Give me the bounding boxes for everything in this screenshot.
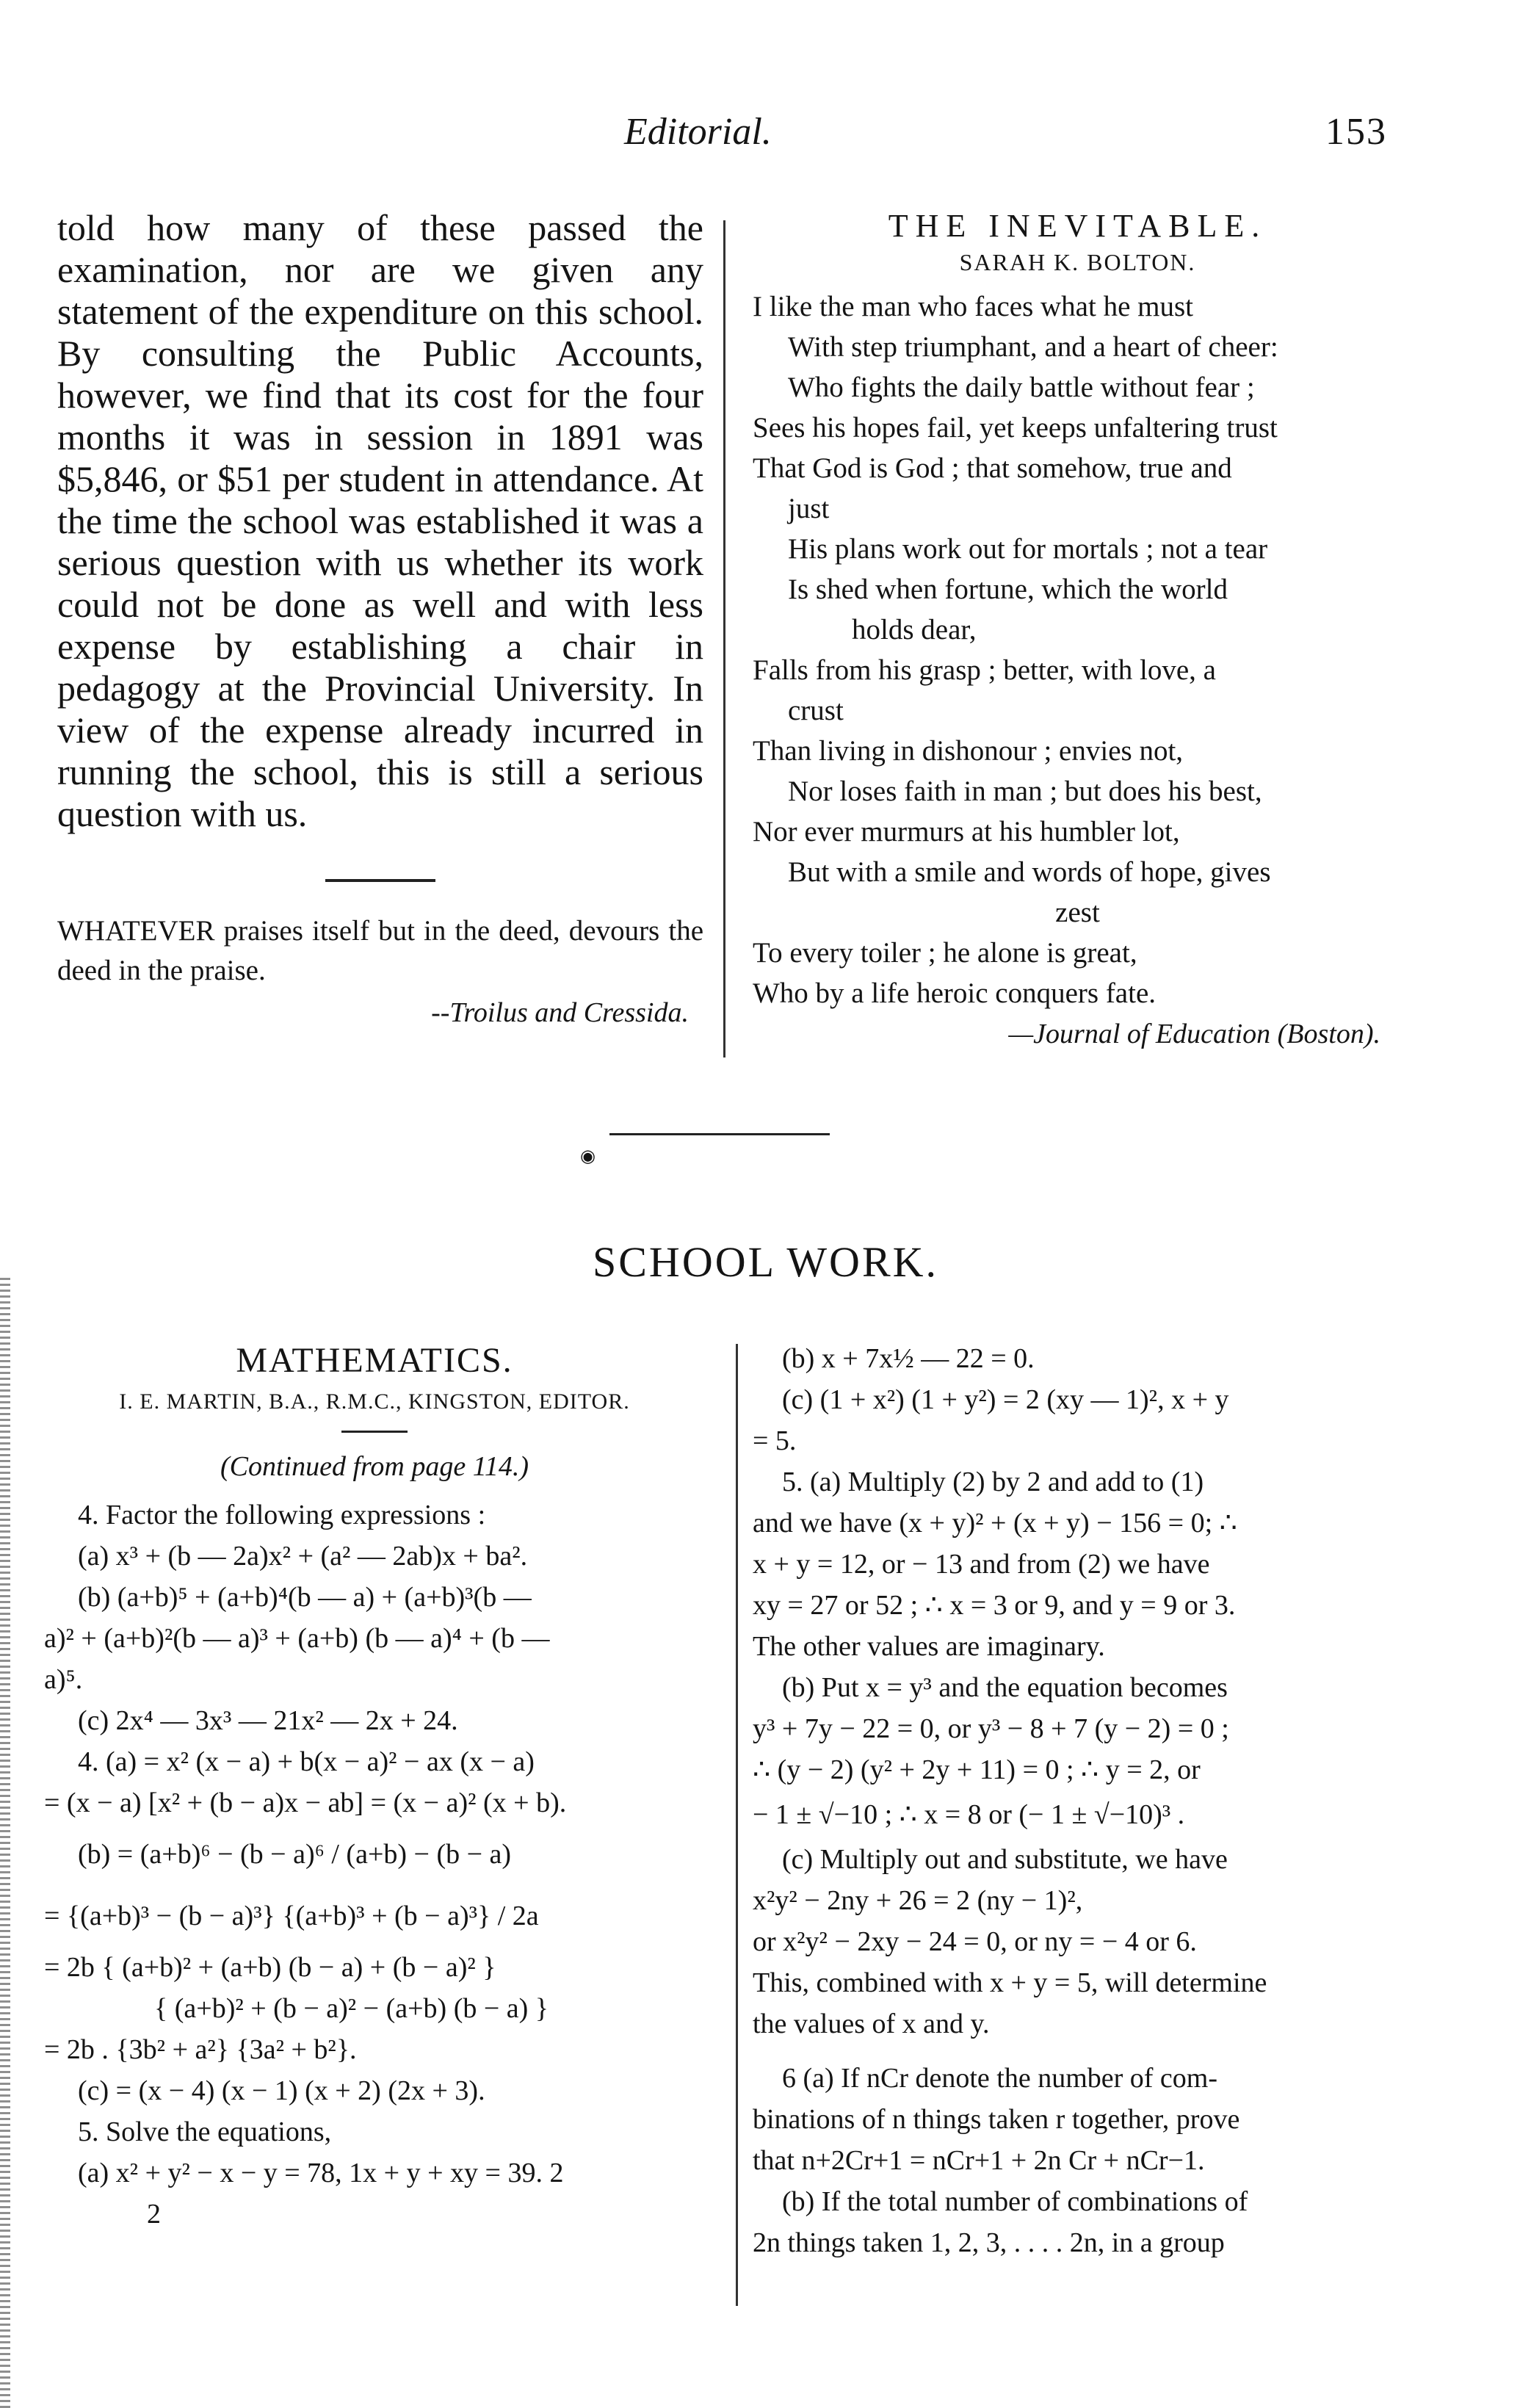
poem-column [753,207,1402,1050]
math-line: ∴ (y − 2) (y² + 2y + 11) = 0 ; ∴ y = 2, or [753,1754,1201,1785]
ornament-dot-icon: ◉ [580,1147,596,1166]
math-line: y³ + 7y − 22 = 0, or y³ − 8 + 7 (y − 2) = 0 ; [753,1713,1229,1744]
math-editor: I. E. MARTIN, B.A., R.M.C., KINGSTON, EDITOR. [119,1389,630,1414]
poem-title: THE INEVITABLE. [888,208,1267,244]
section-title: SCHOOL WORK. [592,1238,939,1286]
math-line: or x²y² − 2xy − 24 = 0, or ny = − 4 or 6. [753,1926,1197,1957]
math-line: 5. (a) Multiply (2) by 2 and add to (1) [782,1467,1204,1497]
column-divider [736,1344,738,2306]
poem-line: Than living in dishonour ; envies not, [753,735,1184,767]
poem-line: just [788,493,830,524]
math-line: (b) x + 7x½ — 22 = 0. [782,1343,1035,1374]
poem-author: SARAH K. BOLTON. [959,249,1196,275]
poem-line: His plans work out for mortals ; not a tear [788,533,1268,565]
poem-line: Who by a life heroic conquers fate. [753,977,1157,1009]
page-number: 153 [1325,111,1387,153]
math-line: = 2b . {3b² + a²} {3a² + b²}. [44,2034,357,2065]
math-line: the values of x and y. [753,2009,990,2039]
math-line: (b) = (a+b)⁶ − (b − a)⁶ / (a+b) − (b − a) [78,1839,512,1870]
quote-attribution: --Troilus and Cressida. [431,997,689,1028]
poem-line: Falls from his grasp ; better, with love, a [753,654,1216,686]
math-line: x + y = 12, or − 13 and from (2) we have [753,1549,1210,1580]
math-line: 6 (a) If nCr denote the number of com- [782,2063,1218,2094]
poem-source: —Journal of Education (Boston). [1008,1019,1380,1049]
math-line: 4. (a) = x² (x − a) + b(x − a)² − ax (x − a) [78,1746,535,1777]
divider-rule [341,1431,408,1433]
math-line: (c) Multiply out and substitute, we have [782,1844,1228,1875]
poem-line: holds dear, [852,614,977,646]
math-line: 2n things taken 1, 2, 3, . . . . 2n, in a group [753,2227,1225,2258]
math-line: 5. Solve the equations, [78,2116,332,2147]
poem-line: But with a smile and words of hope, gives [788,856,1271,888]
math-line: a)² + (a+b)²(b — a)³ + (a+b) (b — a)⁴ + (b — [44,1623,550,1654]
poem-line: With step triumphant, and a heart of cheer: [788,331,1278,363]
poem-line: That God is God ; that somehow, true and [753,452,1232,484]
math-line: (c) 2x⁴ — 3x³ — 21x² — 2x + 24. [78,1705,458,1736]
math-line: 4. Factor the following expressions : [78,1500,486,1530]
poem-line: To every toiler ; he alone is great, [753,937,1137,969]
math-line: (b) Put x = y³ and the equation becomes [782,1672,1228,1703]
math-line: and we have (x + y)² + (x + y) − 156 = 0; ∴ [753,1508,1237,1539]
math-line: − 1 ± √−10 ; ∴ x = 8 or (− 1 ± √−10)³ . [753,1799,1185,1830]
math-line: (c) = (x − 4) (x − 1) (x + 2) (2x + 3). [78,2075,485,2106]
math-line: (a) x³ + (b — 2a)x² + (a² — 2ab)x + ba². [78,1541,528,1572]
math-left-column [44,1340,705,2235]
poem-line: zest [1055,897,1100,928]
math-line: (a) x² + y² − x − y = 78, 1x + y + xy = 39. 2 [78,2158,564,2188]
editorial-paragraph: told how many of these passed the examination, nor are we given any statement of the expenditure on this school. By consulting the Public Accounts, however, we find that its cost for the four months it was in session in 1891 was $5,846, or $51 per student in attendance. At the time the school was established it was a serious question with us whether its work could not be done as well and with less expense by establishing a chair in pedagogy at the Provincial University. In view of the expense already incurred in running the school, this is still a serious question with us. [57,207,703,834]
math-line: (b) If the total number of combinations of [782,2186,1248,2217]
poem-body [753,286,1402,1013]
poem-line: Sees his hopes fail, yet keeps unfaltering trust [753,412,1278,444]
math-line: { (a+b)² + (b − a)² − (a+b) (b − a) } [154,1993,549,2024]
math-line: = (x − a) [x² + (b − a)x − ab] = (x − a)² (x + b). [44,1787,567,1818]
divider-rule [325,879,435,882]
column-divider [723,220,725,1057]
poem-line: crust [788,695,844,726]
math-line: = 2b { (a+b)² + (a+b) (b − a) + (b − a)² } [44,1952,496,1983]
running-header-title: Editorial. [624,111,772,153]
poem-line: Is shed when fortune, which the world [788,574,1228,605]
poem-line: Nor ever murmurs at his humbler lot, [753,816,1180,847]
poem-line: Nor loses faith in man ; but does his best, [788,775,1262,807]
math-line: = 5. [753,1425,797,1456]
math-line: xy = 27 or 52 ; ∴ x = 3 or 9, and y = 9 or 3. [753,1590,1236,1621]
shakespeare-quote: WHATEVER praises itself but in the deed, devours the deed in the praise. [57,915,703,986]
math-line: that n+2Cr+1 = nCr+1 + 2n Cr + nCr−1. [753,2145,1205,2176]
math-line: (c) (1 + x²) (1 + y²) = 2 (xy — 1)², x + y [782,1384,1229,1415]
continued-note: (Continued from page 114.) [220,1451,529,1482]
math-line: binations of n things taken r together, prove [753,2104,1240,2135]
math-line: The other values are imaginary. [753,1631,1105,1662]
math-line: a)⁵. [44,1664,83,1695]
editorial-column [57,207,703,1029]
math-line: = {(a+b)³ − (b − a)³} {(a+b)³ + (b − a)³} / 2a [44,1901,539,1931]
math-heading: MATHEMATICS. [236,1341,513,1380]
ornament-rule [609,1133,830,1135]
math-right-column [753,1338,1414,2263]
math-line: x²y² − 2ny + 26 = 2 (ny − 1)², [753,1885,1083,1916]
page-edge-scan-artifact [0,1278,10,2408]
math-line: This, combined with x + y = 5, will determine [753,1967,1267,1998]
math-left-lines [44,1494,705,2235]
poem-line: I like the man who faces what he must [753,291,1193,322]
poem-line: Who fights the daily battle without fear ; [788,372,1255,403]
math-line: (b) (a+b)⁵ + (a+b)⁴(b — a) + (a+b)³(b — [78,1582,532,1613]
math-line: 2 [147,2199,161,2230]
